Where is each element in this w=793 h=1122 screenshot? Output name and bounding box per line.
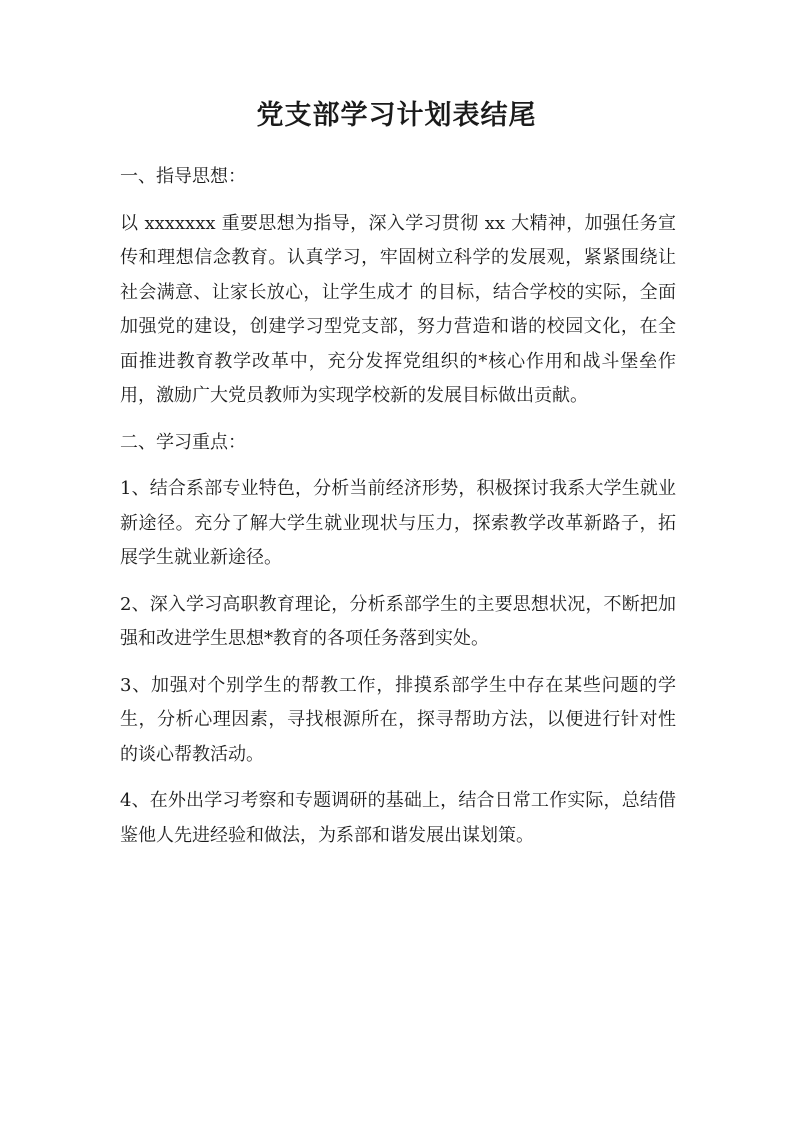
paragraph-guiding-ideology: 以 xxxxxxx 重要思想为指导，深入学习贯彻 xx 大精神，加强任务宣传和理想信念教育。认真学习，牢固树立科学的发展观，紧紧围绕让社会满意、让家长放心，让学生成才 的目标，结合学校的实际，全面加强党的建设，创建学习型党支部，努力营造和谐的校园文化，在全面推进教育教学改革中，充分发挥党组织的*核心作用和战斗堡垒作用，激励广大党员教师为实现学校新的发展目标做出贡献。 <box>120 212 676 406</box>
section-heading-guiding-ideology: 一、指导思想： <box>120 166 246 187</box>
paragraph-point-2: 2、深入学习高职教育理论，分析系部学生的主要思想状况，不断把加强和改进学生思想*教育的各项任务落到实处。 <box>120 593 676 649</box>
section-heading-study-focus: 二、学习重点： <box>120 431 246 453</box>
document-title: 党支部学习计划表结尾 <box>256 100 537 131</box>
paragraph-point-3: 3、加强对个别学生的帮教工作，排摸系部学生中存在某些问题的学生，分析心理因素，寻找根源所在，探寻帮助方法，以便进行针对性的谈心帮教活动。 <box>120 674 676 765</box>
document-body <box>120 160 676 865</box>
paragraph-point-1: 1、结合系部专业特色，分析当前经济形势，积极探讨我系大学生就业新途径。充分了解大学生就业现状与压力，探索教学改革新路子，拓展学生就业新途径。 <box>120 478 676 568</box>
paragraph-point-4: 4、在外出学习考察和专题调研的基础上，结合日常工作实际，总结借鉴他人先进经验和做法，为系部和谐发展出谋划策。 <box>120 790 676 846</box>
